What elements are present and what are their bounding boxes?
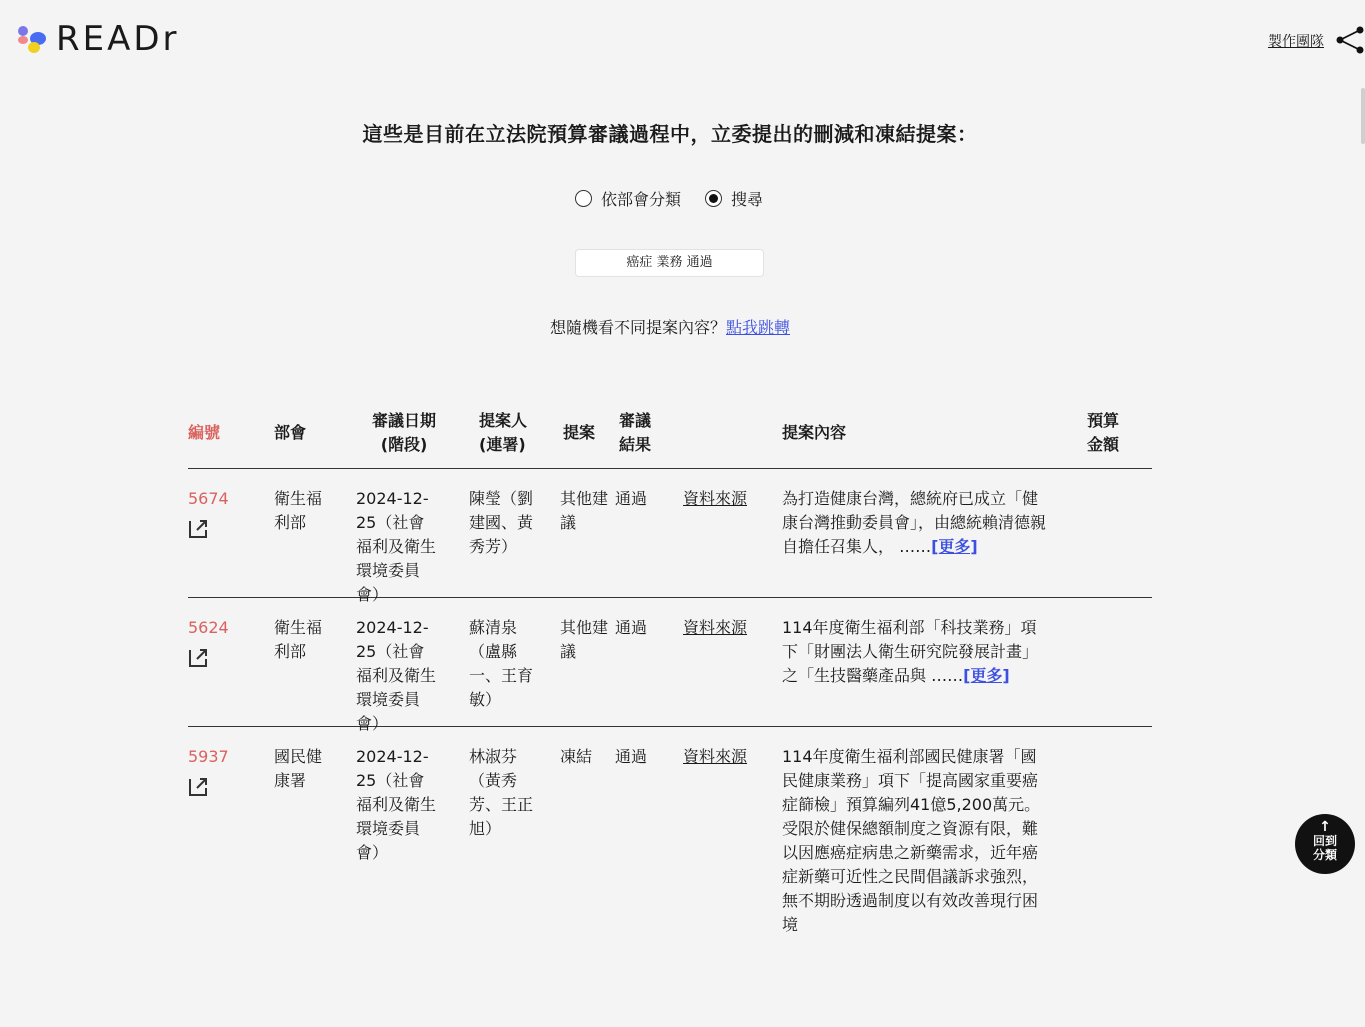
logo-dots-icon	[16, 24, 48, 54]
header-proposer-line1: 提案人	[479, 411, 528, 430]
external-link-icon[interactable]	[188, 775, 210, 797]
header-proposer-line2: (連署)	[479, 435, 526, 454]
table-row	[188, 469, 1152, 604]
row-id[interactable]: 5937	[188, 747, 229, 766]
header-amount[interactable]	[1087, 409, 1119, 457]
row-id-cell	[188, 487, 229, 539]
row-content	[782, 745, 1052, 937]
row-id-cell	[188, 745, 229, 797]
back-to-category-button[interactable]	[1295, 814, 1355, 874]
row-content	[782, 487, 1052, 559]
radio-button-unchecked[interactable]	[575, 190, 592, 207]
row-source-link[interactable]: 資料來源	[683, 747, 748, 766]
row-type: 其他建議	[560, 489, 609, 532]
radio-label-department: 依部會分類	[601, 190, 682, 209]
header-date-line2: (階段)	[380, 435, 428, 454]
header-type[interactable]: 提案	[563, 423, 596, 442]
team-link[interactable]: 製作團隊	[1268, 34, 1324, 50]
row-result: 通過	[615, 489, 648, 508]
random-prompt	[0, 315, 1340, 338]
back-button-line2: 分類	[1312, 848, 1337, 862]
row-source-link[interactable]: 資料來源	[683, 618, 748, 637]
row-proposer: 林淑芬（黃秀芳、王正旭）	[469, 747, 534, 838]
row-content-text: 114年度衛生福利部「科技業務」項下「財團法人衛生研究院發展計畫」之「生技醫藥產品與	[782, 618, 1039, 685]
row-type: 其他建議	[560, 618, 609, 661]
search-input[interactable]: 癌症 業務 通過	[575, 249, 764, 277]
header-proposer[interactable]	[479, 409, 527, 457]
readr-logo[interactable]	[16, 19, 180, 59]
radio-button-checked[interactable]	[705, 190, 722, 207]
header-result-line1: 審議	[619, 411, 652, 430]
row-id[interactable]: 5624	[188, 618, 229, 637]
row-date: 2024-12-25（社會福利及衛生環境委員會）	[356, 489, 437, 604]
row-dept: 衛生福利部	[274, 489, 323, 532]
row-content-text: 為打造健康台灣，總統府已成立「健康台灣推動委員會」，由總統賴清德親自擔任召集人，	[782, 489, 1047, 556]
radio-search[interactable]	[705, 187, 763, 210]
proposal-table	[188, 408, 1152, 1027]
table-row	[188, 598, 1152, 733]
more-link[interactable]: [更多]	[931, 537, 978, 556]
row-result: 通過	[615, 747, 648, 766]
more-link[interactable]: [更多]	[963, 666, 1010, 685]
row-dept: 衛生福利部	[274, 618, 323, 661]
page-title: 這些是目前在立法院預算審議過程中，立委提出的刪減和凍結提案：	[362, 122, 978, 146]
row-content	[782, 616, 1052, 688]
back-button-line1: 回到	[1312, 834, 1337, 848]
header-id[interactable]: 編號	[188, 423, 221, 442]
radio-by-department[interactable]	[575, 187, 681, 210]
row-dept: 國民健康署	[274, 747, 323, 790]
scrollbar[interactable]	[1361, 88, 1365, 144]
ellipsis: ……	[899, 537, 932, 556]
header-result[interactable]	[619, 409, 651, 457]
row-id[interactable]: 5674	[188, 489, 229, 508]
ellipsis: ……	[931, 666, 964, 685]
filter-radio-group	[575, 187, 787, 210]
header-amount-line2: 金額	[1087, 435, 1120, 454]
random-jump-link[interactable]: 點我跳轉	[726, 318, 791, 337]
row-content-text: 114年度衛生福利部國民健康署「國民健康業務」項下「提高國家重要癌症篩檢」預算編列41億5,200萬元。受限於健保總額制度之資源有限，難以因應癌症病患之新藥需求，近年癌症新藥可近性之民間倡議訴求強烈，無不期盼透過制度以有效改善現行困境	[782, 747, 1041, 934]
row-proposer: 蘇清泉（盧縣一、王育敏）	[469, 618, 534, 709]
table-row	[188, 727, 1152, 1027]
logo-text: READr	[56, 19, 180, 59]
radio-label-search: 搜尋	[731, 190, 764, 209]
row-type: 凍結	[560, 747, 593, 766]
external-link-icon[interactable]	[188, 646, 210, 668]
external-link-icon[interactable]	[188, 517, 210, 539]
row-date: 2024-12-25（社會福利及衛生環境委員會）	[356, 618, 437, 733]
header-result-line2: 結果	[619, 435, 652, 454]
row-id-cell	[188, 616, 229, 668]
row-proposer: 陳瑩（劉建國、黃秀芳）	[469, 489, 534, 556]
random-prompt-text: 想隨機看不同提案內容？	[549, 318, 726, 337]
arrow-up-icon: ↑	[1319, 819, 1331, 835]
header-amount-line1: 預算	[1087, 411, 1120, 430]
header-content[interactable]: 提案內容	[782, 423, 847, 442]
header-date[interactable]	[372, 409, 436, 457]
row-result: 通過	[615, 618, 648, 637]
table-header	[188, 408, 1152, 469]
share-icon[interactable]	[1335, 26, 1365, 54]
row-source-link[interactable]: 資料來源	[683, 489, 748, 508]
header-date-line1: 審議日期	[372, 411, 437, 430]
row-date: 2024-12-25（社會福利及衛生環境委員會）	[356, 747, 437, 862]
header-dept[interactable]: 部會	[274, 423, 307, 442]
